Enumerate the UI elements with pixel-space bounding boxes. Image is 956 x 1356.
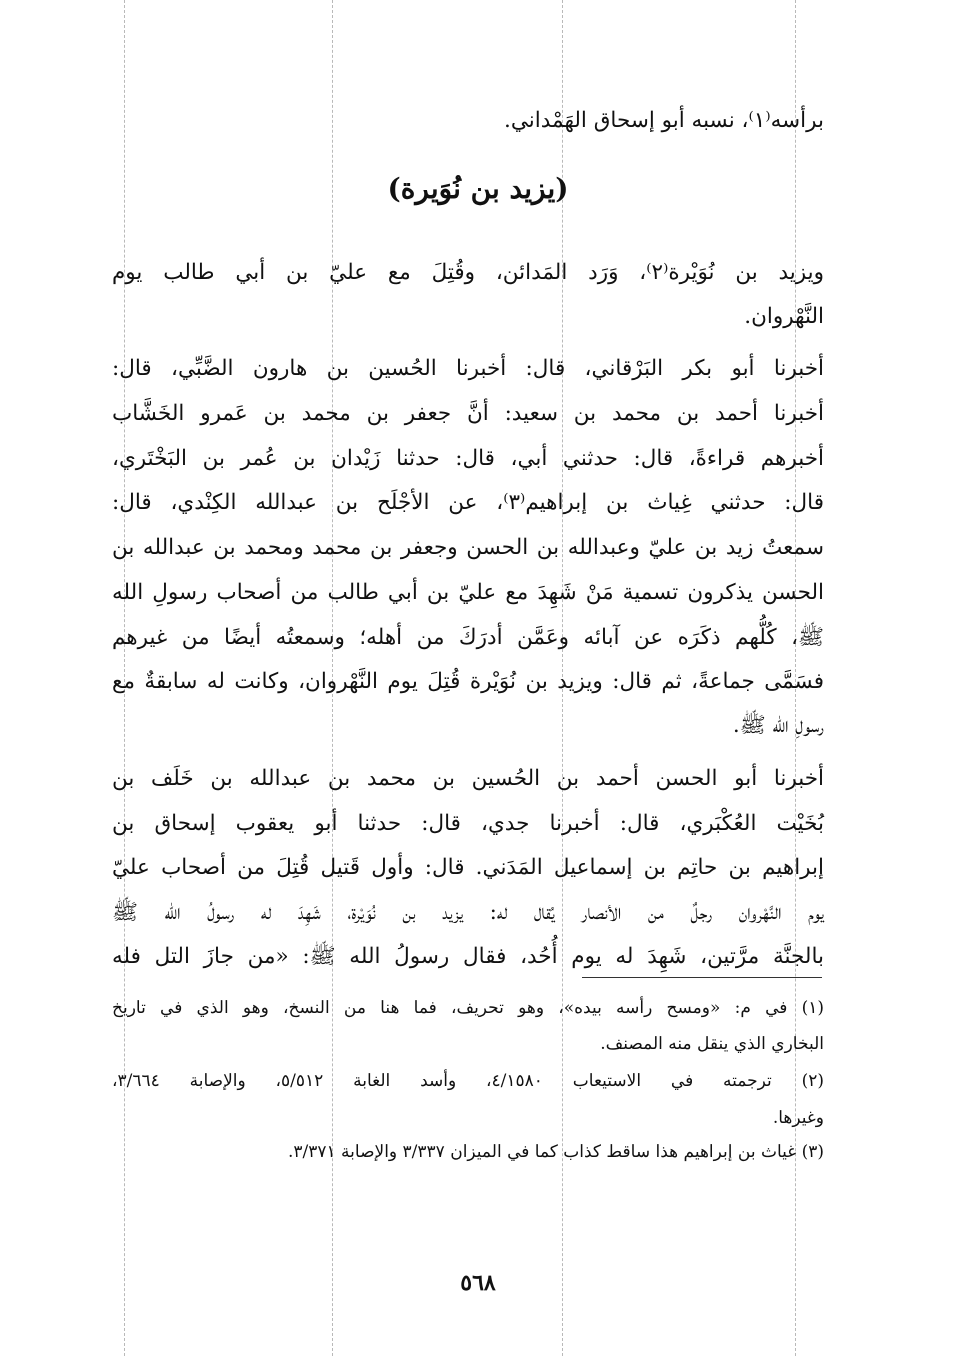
body-line: إبراهيم بن حاتِم بن إسماعيل المَدَني. قال: وأول قَتيل قُتِلَ من أصحاب عليّ [112,855,824,880]
footnote-line: وغيرها. [772,1108,824,1128]
footnote-line: (٣) غياث بن إبراهيم هذا ساقط كذاب كما في الميزان ٣/٣٣٧ والإصابة ٣/٣٧١. [287,1142,824,1162]
footnote-separator [582,977,822,978]
body-line: سمعتُ زيد بن عليّ وعبدالله بن الحسن وجعفر بن محمد ومحمد بن عبدالله بن [112,535,824,560]
body-line: أخبرنا أبو بكر البَرْقاني، قال: أخبرنا الحُسين بن هارون الضَّبِّي، قال: [112,356,824,381]
section-heading: (يزيد بن نُوَيرة) [387,172,569,205]
body-line: بالجنَّة مرَّتين، شَهِدَ له يوم أُحُد، فقال رسولُ الله ﷺ: «من جازَ التل فله [112,944,824,969]
body-line: أخبرنا أبو الحسن أحمد بن الحُسين بن محمد بن عبدالله بن خَلَف بن [112,766,824,791]
body-line: رسولِ الله ﷺ. [732,713,824,738]
footnote-line: البخاري الذي ينقل منه المصنف. [600,1034,824,1054]
body-line: النَّهْروان. [744,304,824,329]
page-number: ٥٦٨ [460,1270,496,1296]
body-line: قال: حدثني غِياث بن إبراهيم⁽٣⁾، عن الأجْلَح بن عبدالله الكِنْدي، قال: [112,490,824,515]
body-line: فسَمَّى جماعةً، ثم قال: ويزيد بن نُوَيْرة قُتِلَ يوم النَّهْروان، وكانت له سابقةٌ مع [112,669,824,694]
footnote-line: (٢) ترجمته في الاستيعاب ٤/١٥٨٠، وأسد الغابة ٥/٥١٢، والإصابة ٣/٦٦٤، [112,1071,825,1091]
body-line: ﷺ، كُلُّهم ذكَرَه عن آبائه وعَمَّن أدرَكَ من أهله؛ وسمعتُه أيضًا من غيرهم [112,625,824,650]
body-line: أخبرهم قراءةً، قال: حدثني أبي، قال: حدثنا زَيْدان بن عُمر بن البَخْتَري، [112,446,824,471]
body-line: بُخَيْت العُكْبَري، قال: أخبرنا جدي، قال: حدثنا أبو يعقوب إسحاق بن [112,811,824,836]
body-line: أخبرنا أحمد بن محمد بن سعيد: أنَّ جعفر بن محمد بن عَمرو الخَشَّاب [112,401,824,426]
body-line: ويزيد بن نُوَيْرة⁽٢⁾، وَرَد المَدائن، وقُتِلَ مع عليّ بن أبي طالب يوم [112,260,824,285]
top-text-line: برأسه⁽١⁾، نسبه أبو إسحاق الهَمْداني. [504,108,824,133]
footnote-line: (١) في م: «ومسح رأسه بيده»، وهو تحريف، فما هنا من النسخ، وهو الذي في تاريخ [112,998,824,1018]
body-line: الحسن يذكرون تسمية مَنْ شَهِدَ مع عليّ بن أبي طالب من أصحاب رسولِ الله [112,580,824,605]
body-line: يوم النَّهْروان رجلٌ من الأنصار يُقال له: يزيد بن نُوَيْرة، شَهِدَ له رسولُ الله ﷺ [112,900,824,925]
